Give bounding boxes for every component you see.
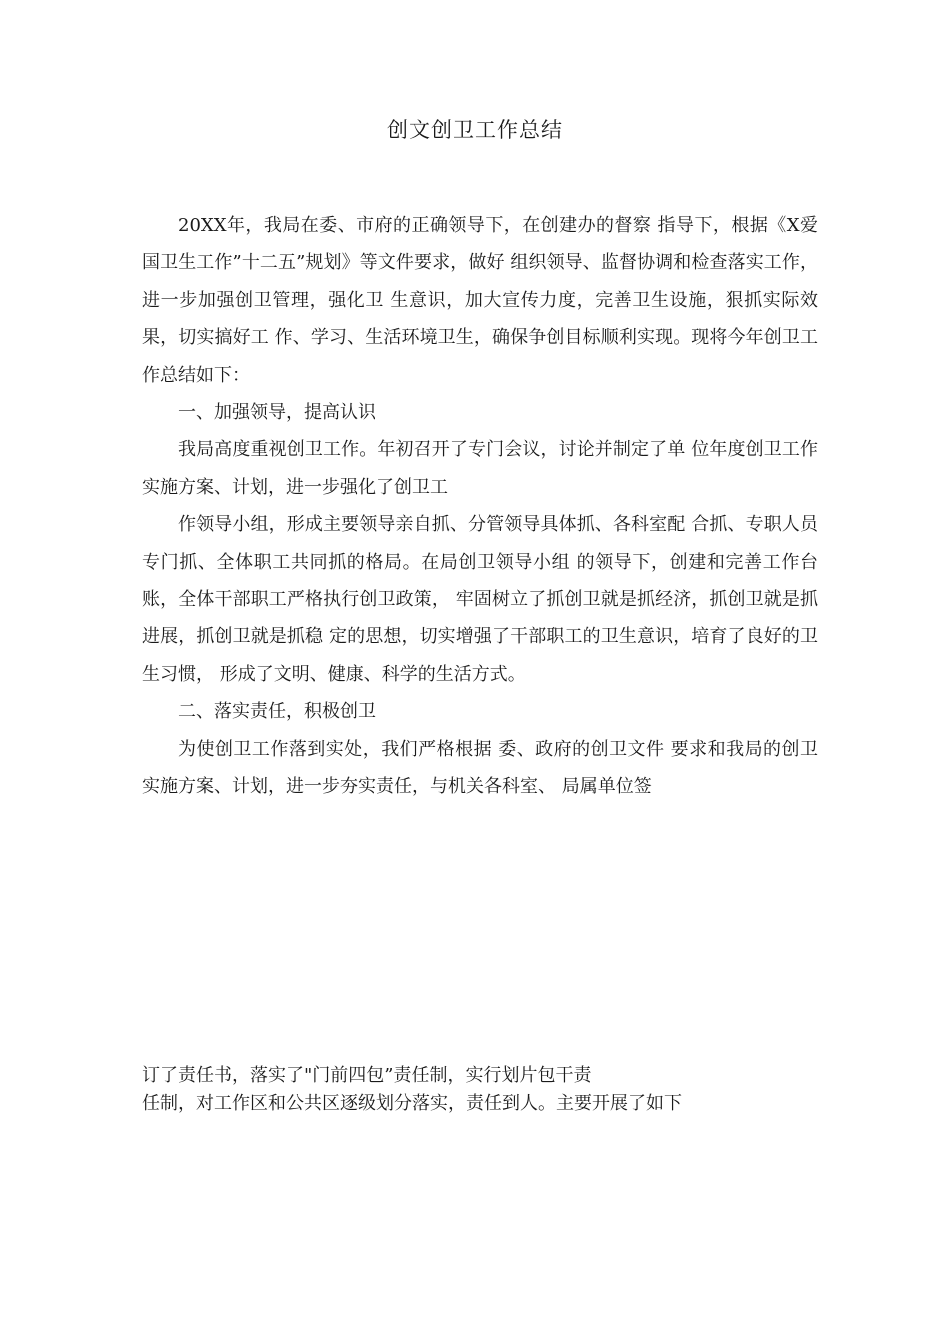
- section-heading-1: 一、加强领导，提高认识: [178, 402, 376, 424]
- paragraph-intro: 20XX年，我局在委、市府的正确领导下，在创建办的督察 指导下，根据《X爱国卫生工作”十二五”规划》等文件要求，做好 组织领导、监督协调和检查落实工作，进一步加强创卫管理，强化卫 生意识，加大宣传力度，完善卫生设施，狠抓实际效果，切实搞好工 作、学习、生活环境卫生，确保争创目标顺利实现。现将今年创卫工 作总结如下：: [142, 215, 818, 386]
- paragraph-section-2a: 为使创卫工作落到实处，我们严格根据 委、政府的创卫文件 要求和我局的创卫实施方案、计划，进一步夯实责任，与机关各科室、 局属单位签: [142, 738, 818, 798]
- tail-line-2: 任制，对工作区和公共区逐级划分落实，责任到人。主要开展了如下: [142, 1093, 682, 1114]
- tail-line-1: 订了责任书，落实了"门前四包”责任制，实行划片包干责: [142, 1065, 592, 1086]
- section-heading-2: 二、落实责任，积极创卫: [178, 701, 376, 723]
- paragraph-section-2-continued: [142, 1062, 818, 1118]
- paragraph-section-1b: 作领导小组，形成主要领导亲自抓、分管领导具体抓、各科室配 合抓、专职人员专门抓、全体职工共同抓的格局。在局创卫领导小组 的领导下，创建和完善工作台账，全体干部职工严格执行创卫政策， 牢固树立了抓创卫就是抓经济，抓创卫就是抓进展，抓创卫就是抓稳 定的思想，切实增强了干部职工的卫生意识，培育了良好的卫生习惯， 形成了文明、健康、科学的生活方式。: [142, 514, 818, 685]
- document-body: [142, 207, 818, 806]
- paragraph-section-1a: 我局高度重视创卫工作。年初召开了专门会议，讨论并制定了单 位年度创卫工作实施方案、计划，进一步强化了创卫工: [142, 439, 818, 498]
- document-title: 创文创卫工作总结: [387, 118, 563, 142]
